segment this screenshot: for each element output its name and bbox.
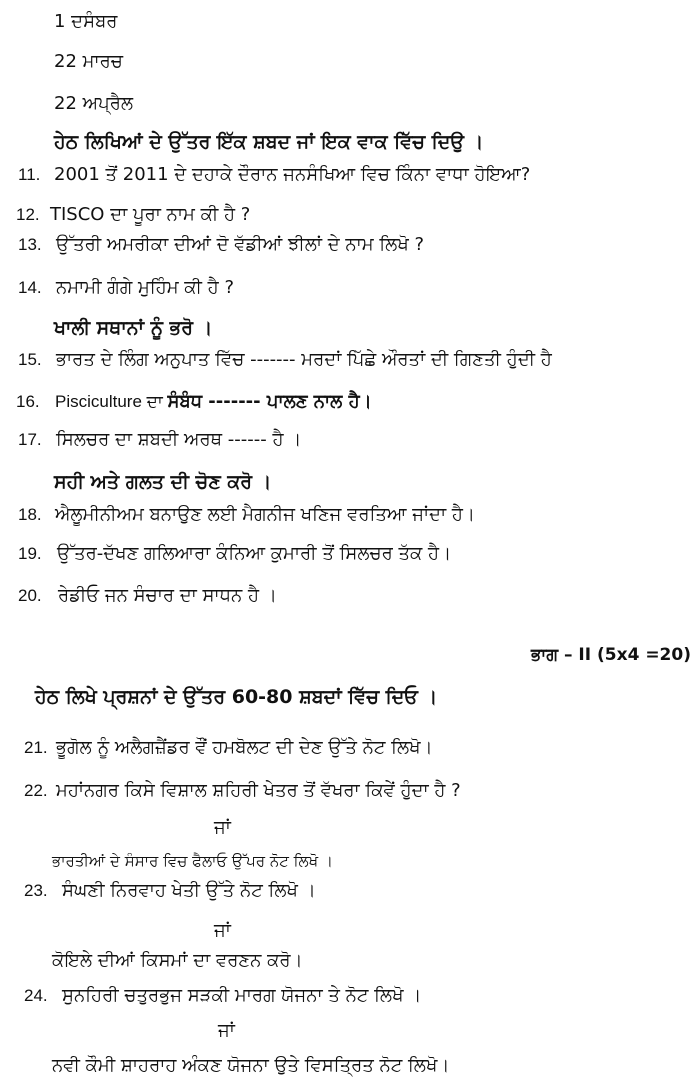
option-2: 22 ਮਾਰਚ bbox=[54, 51, 123, 72]
or-label: ਜਾਂ bbox=[214, 817, 231, 838]
question-number: 14. bbox=[18, 278, 42, 297]
question-text: ਸਿਲਚਰ ਦਾ ਸ਼ਬਦੀ ਅਰਥ ------ ਹੈ । bbox=[56, 429, 302, 450]
alternate-question: ਨਵੀ ਕੌਮੀ ਸ਼ਾਹਰਾਹ ਅੰਕਣ ਯੋਜਨਾ ਉਤੇ ਵਿਸਤ੍ਰਿਤ ਨੋਟ ਲਿਖੋ। bbox=[52, 1055, 450, 1076]
question-number: 23. bbox=[24, 881, 48, 900]
question-number: 24. bbox=[24, 986, 48, 1005]
section-heading-fill-blanks: ਖਾਲੀ ਸਥਾਨਾਂ ਨੂੰ ਭਰੋ । bbox=[54, 317, 213, 339]
section-heading-long-answer: ਹੇਠ ਲਿਖੇ ਪ੍ਰਸ਼ਨਾਂ ਦੇ ਉੱਤਰ 60-80 ਸ਼ਬਦਾਂ ਵਿੱਚ ਦਿਓ । bbox=[35, 686, 438, 708]
question-number: 16. bbox=[16, 392, 40, 411]
question-text bbox=[55, 390, 372, 414]
or-label: ਜਾਂ bbox=[218, 1020, 235, 1041]
question-text: ਉੱਤਰੀ ਅਮਰੀਕਾ ਦੀਆਂ ਦੋ ਵੱਡੀਆਂ ਝੀਲਾਂ ਦੇ ਨਾਮ ਲਿਖੋ ? bbox=[56, 234, 425, 255]
question-text: 2001 ਤੋਂ 2011 ਦੇ ਦਹਾਕੇ ਦੌਰਾਨ ਜਨਸੰਖਿਆ ਵਿਚ ਕਿੰਨਾ ਵਾਧਾ ਹੋਇਆ? bbox=[54, 164, 531, 185]
question-text: ਭਾਰਤ ਦੇ ਲਿੰਗ ਅਨੁਪਾਤ ਵਿੱਚ ------- ਮਰਦਾਂ ਪਿੱਛੇ ਔਰਤਾਂ ਦੀ ਗਿਣਤੀ ਹੁੰਦੀ ਹੈ bbox=[56, 349, 552, 370]
question-text-part: Pisciculture ਦਾ bbox=[55, 392, 168, 411]
option-1: 1 ਦਸੰਬਰ bbox=[54, 11, 118, 32]
question-number: 18. bbox=[18, 505, 42, 524]
question-text: TISCO ਦਾ ਪੂਰਾ ਨਾਮ ਕੀ ਹੈ ? bbox=[50, 204, 251, 225]
question-number: 21. bbox=[24, 738, 48, 757]
section-heading-one-word: ਹੇਠ ਲਿਖਿਆਂ ਦੇ ਉੱਤਰ ਇੱਕ ਸ਼ਬਦ ਜਾਂ ਇਕ ਵਾਕ ਵਿੱਚ ਦਿਉ । bbox=[54, 131, 484, 153]
question-number: 22. bbox=[24, 781, 48, 800]
question-text: ਭੂਗੋਲ ਨੂੰ ਅਲੈਗਜ਼ੈਂਡਰ ਵੌਂ ਹਮਬੋਲਟ ਦੀ ਦੇਣ ਉੱਤੇ ਨੋਟ ਲਿਖੋ। bbox=[56, 737, 433, 758]
or-label: ਜਾਂ bbox=[214, 920, 231, 941]
question-number: 17. bbox=[18, 430, 42, 449]
part-heading: ਭਾਗ – II (5x4 =20) bbox=[530, 645, 691, 665]
question-text: ਨਮਾਮੀ ਗੰਗੇ ਮੁਹਿੰਮ ਕੀ ਹੈ ? bbox=[56, 277, 235, 298]
question-text-part: ਸੰਬੰਧ ------- ਪਾਲਣ ਨਾਲ ਹੈ। bbox=[167, 391, 372, 412]
question-text: ਸੰਘਣੀ ਨਿਰਵਾਹ ਖੇਤੀ ਉੱਤੇ ਨੋਟ ਲਿਖੋ । bbox=[62, 880, 316, 901]
option-3: 22 ਅਪ੍ਰੈਲ bbox=[54, 93, 134, 114]
question-number: 11. bbox=[18, 165, 41, 184]
question-text: ਸੁਨਹਿਰੀ ਚਤੁਰਭੁਜ ਸੜਕੀ ਮਾਰਗ ਯੋਜਨਾ ਤੇ ਨੋਟ ਲਿਖੋ । bbox=[62, 985, 422, 1006]
question-number: 15. bbox=[18, 350, 42, 369]
question-text: ਰੇਡੀਓ ਜਨ ਸੰਚਾਰ ਦਾ ਸਾਧਨ ਹੈ । bbox=[58, 585, 277, 606]
alternate-question: ਭਾਰਤੀਆਂ ਦੇ ਸੰਸਾਰ ਵਿਚ ਫੈਲਾਓ ਉੱਪਰ ਨੋਟ ਲਿਖੋ । bbox=[52, 852, 333, 870]
section-heading-true-false: ਸਹੀ ਅਤੇ ਗਲਤ ਦੀ ਚੋਣ ਕਰੋ । bbox=[54, 471, 272, 493]
question-text: ਮਹਾਂਨਗਰ ਕਿਸੇ ਵਿਸ਼ਾਲ ਸ਼ਹਿਰੀ ਖੇਤਰ ਤੋਂ ਵੱਖਰਾ ਕਿਵੇਂ ਹੁੰਦਾ ਹੈ ? bbox=[56, 780, 461, 801]
question-text: ਉੱਤਰ-ਦੱਖਣ ਗਲਿਆਰਾ ਕੰਨਿਆ ਕੁਮਾਰੀ ਤੋਂ ਸਿਲਚਰ ਤੱਕ ਹੈ। bbox=[57, 543, 452, 564]
question-number: 20. bbox=[18, 586, 42, 605]
question-number: 12. bbox=[16, 205, 40, 224]
question-number: 19. bbox=[18, 544, 42, 563]
question-number: 13. bbox=[18, 235, 42, 254]
question-text: ਐਲੂਮੀਨੀਅਮ ਬਨਾਉਣ ਲਈ ਮੈਗਨੀਜ ਖਣਿਜ ਵਰਤਿਆ ਜਾਂਦਾ ਹੈ। bbox=[55, 504, 476, 525]
alternate-question: ਕੋਇਲੇ ਦੀਆਂ ਕਿਸਮਾਂ ਦਾ ਵਰਣਨ ਕਰੋ। bbox=[52, 950, 303, 971]
